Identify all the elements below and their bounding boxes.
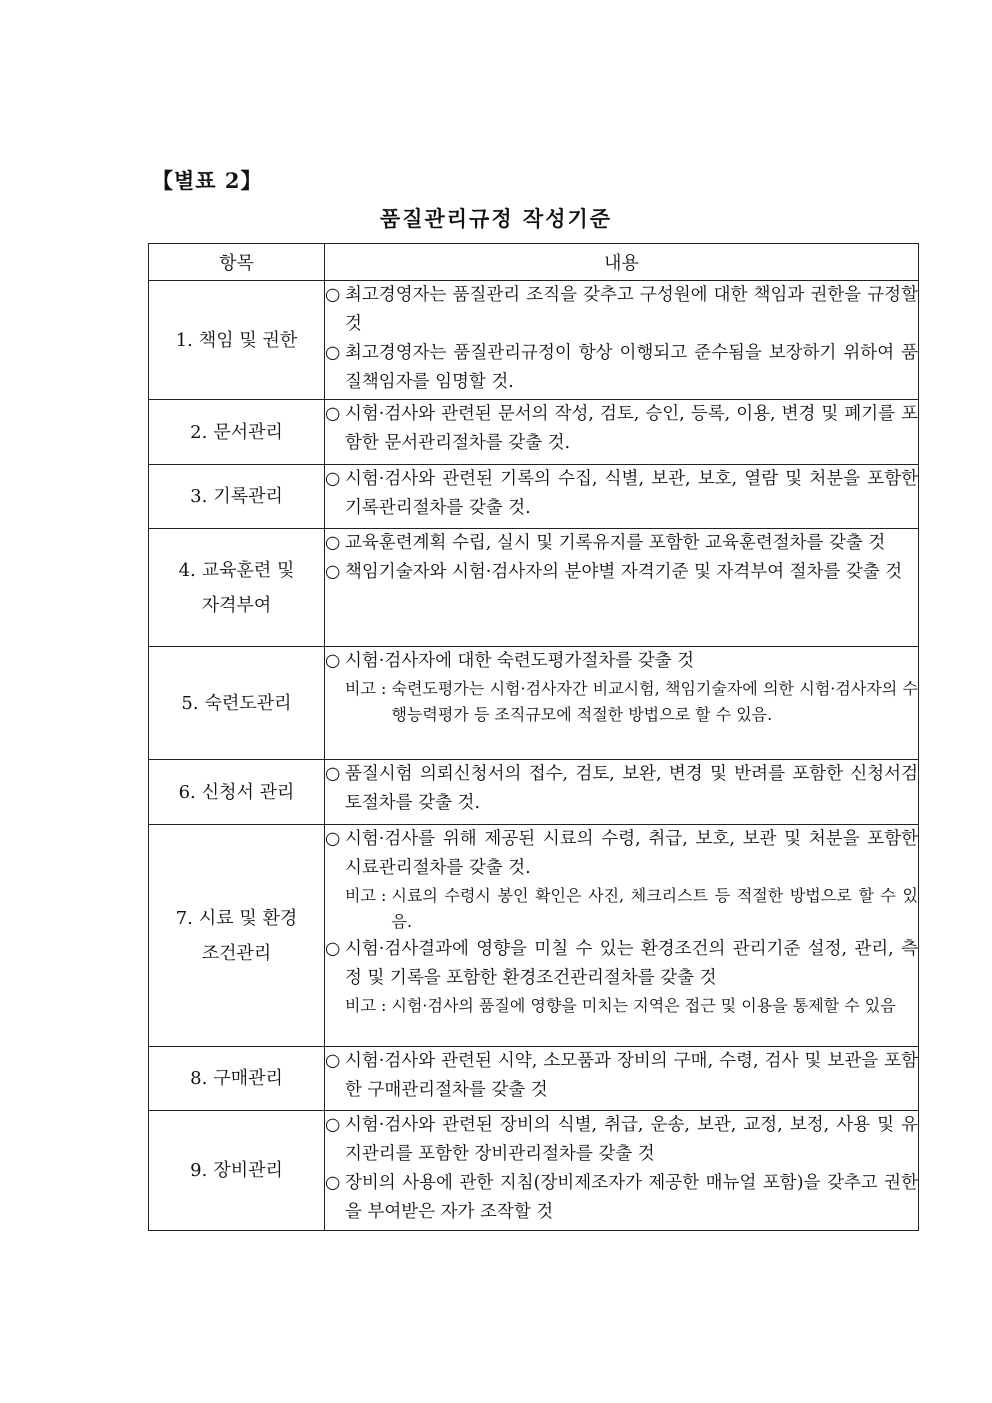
item-label: 자격부여 [201,594,272,616]
table-row [149,760,919,825]
item-line [149,415,324,450]
item-label: 숙련도관리 [204,692,292,714]
bullet-text: 시험·검사와 관련된 기록의 수집, 식별, 보관, 보호, 열람 및 처분을 포함한 기록관리절차를 갖출 것. [345,469,918,518]
item-line [149,553,324,588]
item-label: 책임 및 권한 [198,329,298,351]
bullet-text: 시험·검사를 위해 제공된 시료의 수령, 취급, 보호, 보관 및 처분을 포함한 시료관리절차를 갖출 것. [345,829,918,878]
row-content-cell [325,465,919,529]
row-item-cell [149,1111,325,1231]
bullet-text: 시험·검사와 관련된 시약, 소모품과 장비의 구매, 수령, 검사 및 보관을 포함한 구매관리절차를 갖출 것 [345,1051,918,1100]
header-content: 내용 [325,244,919,281]
item-line [149,1061,324,1096]
bullet-text: 시험·검사와 관련된 문서의 작성, 검토, 승인, 등록, 이용, 변경 및 폐기를 포함한 문서관리절차를 갖출 것. [345,404,918,453]
remark-text: 숙련도평가는 시험·검사자간 비교시험, 책임기술자에 의한 시험·검사자의 수행능력평가 등 조직규모에 적절한 방법으로 할 수 있음. [391,679,918,724]
circle-bullet-icon: ○ [325,764,341,784]
item-number: 9. [190,1160,208,1181]
circle-bullet-icon: ○ [325,939,341,959]
row-content-cell [325,400,919,465]
bullet-text: 장비의 사용에 관한 지침(장비제조자가 제공한 매뉴얼 포함)을 갖추고 권한을 부여받은 자가 조작할 것 [345,1173,918,1222]
bullet-text: 책임기술자와 시험·검사자의 분야별 자격기준 및 자격부여 절차를 갖출 것 [345,562,903,582]
row-item-cell [149,400,325,465]
circle-bullet-icon: ○ [325,651,341,671]
item-line [149,775,324,810]
content-bullet [325,400,918,458]
item-label: 교육훈련 및 [201,559,295,581]
item-label: 장비관리 [213,1160,283,1181]
circle-bullet-icon: ○ [325,533,341,553]
row-item-cell [149,825,325,1047]
content-bullet [325,1047,918,1105]
circle-bullet-icon: ○ [325,469,341,489]
content-bullet [325,465,918,523]
item-number: 4. [178,559,196,581]
content-bullet [325,1111,918,1169]
item-number: 1. [175,329,193,351]
item-number: 3. [190,486,208,507]
bullet-text: 시험·검사결과에 영향을 미칠 수 있는 환경조건의 관리기준 설정, 관리, 측정 및 기록을 포함한 환경조건관리절차를 갖출 것 [345,939,918,988]
table-row [149,465,919,529]
item-label: 조건관리 [201,942,272,964]
header-item: 항목 [149,244,325,281]
item-number: 8. [190,1068,208,1089]
row-item-cell [149,281,325,400]
bullet-text: 시험·검사와 관련된 장비의 식별, 취급, 운송, 보관, 교정, 보정, 사용 및 유지관리를 포함한 장비관리절차를 갖출 것 [345,1115,918,1164]
bullet-text: 교육훈련계획 수립, 실시 및 기록유지를 포함한 교육훈련절차를 갖출 것 [345,533,886,553]
item-line [149,1153,324,1188]
row-item-cell [149,647,325,760]
content-bullet [325,281,918,339]
circle-bullet-icon: ○ [325,829,341,849]
content-bullet [325,339,918,397]
bullet-text: 시험·검사자에 대한 숙련도평가절차를 갖출 것 [345,651,695,671]
table-row [149,529,919,647]
table-row [149,825,919,1047]
remark-label: 비고 : [345,679,392,698]
row-content-cell [325,1047,919,1111]
item-number: 2. [190,421,208,443]
row-content-cell [325,760,919,825]
bullet-text: 품질시험 의뢰신청서의 접수, 검토, 보완, 변경 및 반려를 포함한 신청서검토절차를 갖출 것. [345,764,918,813]
content-bullet [325,647,918,676]
table-row [149,281,919,400]
item-line [149,901,324,936]
circle-bullet-icon: ○ [325,1051,341,1071]
item-line [149,588,324,623]
table-header-row [149,244,919,281]
row-content-cell [325,825,919,1047]
item-number: 6. [178,781,196,803]
content-remark [325,883,918,935]
item-label: 신청서 관리 [201,781,295,803]
row-content-cell [325,647,919,760]
content-bullet [325,558,918,587]
circle-bullet-icon: ○ [325,343,341,363]
circle-bullet-icon: ○ [325,562,341,582]
item-line [149,323,324,358]
item-line [149,686,324,721]
criteria-table [148,243,919,1231]
item-label: 기록관리 [213,486,283,507]
row-item-cell [149,465,325,529]
item-line [149,936,324,971]
content-bullet [325,760,918,818]
row-content-cell [325,281,919,400]
remark-label: 비고 : [345,886,392,905]
content-remark [325,993,918,1019]
circle-bullet-icon: ○ [325,1115,341,1135]
content-remark [325,676,918,728]
remark-text: 시료의 수령시 봉인 확인은 사진, 체크리스트 등 적절한 방법으로 할 수 있음. [391,886,918,931]
content-bullet [325,935,918,993]
item-label: 구매관리 [213,1068,283,1089]
item-line [149,479,324,514]
bullet-text: 최고경영자는 품질관리규정이 항상 이행되고 준수됨을 보장하기 위하여 품질책임자를 임명할 것. [345,343,918,392]
table-row [149,1047,919,1111]
row-item-cell [149,760,325,825]
criteria-body [149,281,919,1231]
remark-text: 시험·검사의 품질에 영향을 미치는 지역은 접근 및 이용을 통제할 수 있음 [391,996,896,1015]
item-number: 7. [175,907,193,929]
table-row [149,647,919,760]
circle-bullet-icon: ○ [325,285,341,305]
bullet-text: 최고경영자는 품질관리 조직을 갖추고 구성원에 대한 책임과 권한을 규정할 것 [345,285,918,334]
item-label: 시료 및 환경 [198,907,298,929]
circle-bullet-icon: ○ [325,404,341,424]
content-bullet [325,825,918,883]
remark-label: 비고 : [345,996,392,1015]
table-row [149,1111,919,1231]
row-content-cell [325,1111,919,1231]
content-bullet [325,1169,918,1227]
row-item-cell [149,1047,325,1111]
table-row [149,400,919,465]
annex-label: 【별표 2】 [152,168,263,193]
content-bullet [325,529,918,558]
item-label: 문서관리 [213,421,283,443]
item-number: 5. [181,692,199,714]
circle-bullet-icon: ○ [325,1173,341,1193]
row-content-cell [325,529,919,647]
document-title: 품질관리규정 작성기준 [379,206,613,231]
row-item-cell [149,529,325,647]
